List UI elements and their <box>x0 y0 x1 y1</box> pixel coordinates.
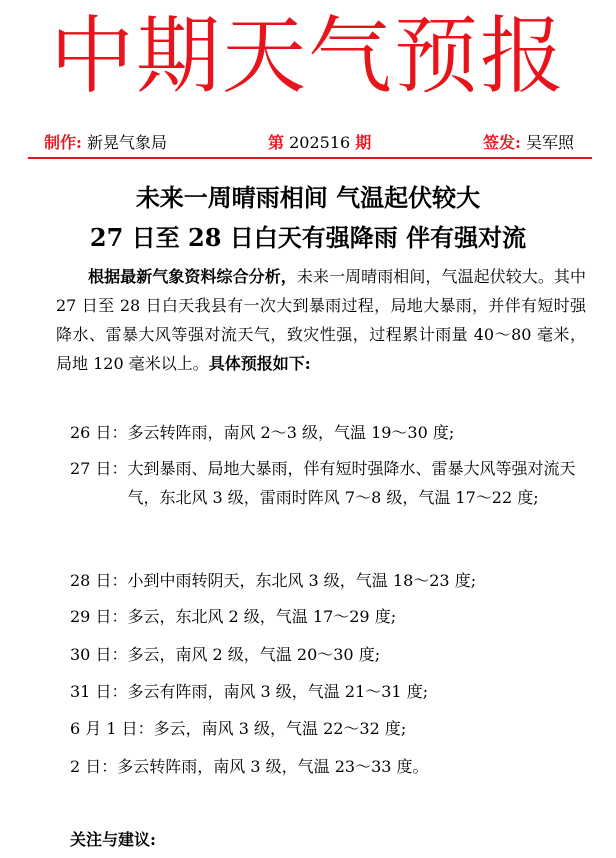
summary-tail: 具体预报如下: <box>208 354 311 373</box>
header-divider <box>28 157 592 159</box>
forecast-text: 多云，东北风 2 级，气温 17～29 度; <box>127 607 397 626</box>
producer-label: 制作: <box>44 133 82 152</box>
forecast-day: 29 日： <box>70 607 128 626</box>
forecast-text: 多云，南风 2 级，气温 20～30 度; <box>127 645 381 664</box>
signer <box>483 128 574 158</box>
forecast-text: 多云有阵雨，南风 3 级，气温 21～31 度; <box>127 682 429 701</box>
summary-paragraph <box>56 262 586 378</box>
advice-heading: 关注与建议: <box>70 830 156 849</box>
signer-value: 吴军照 <box>525 133 574 152</box>
forecast-row <box>70 418 600 447</box>
producer <box>44 128 167 158</box>
issue-prefix: 第 <box>268 133 285 152</box>
forecast-row <box>70 752 600 781</box>
forecast-text: 多云，南风 3 级，气温 22～32 度; <box>153 719 407 738</box>
masthead-title: 中期天气预报 <box>49 7 566 105</box>
producer-value: 新晃气象局 <box>87 133 168 152</box>
issue-suffix: 期 <box>355 133 372 152</box>
issue-meta-bar <box>28 128 588 158</box>
issue-number-value: 202516 <box>289 133 351 152</box>
issue-number <box>268 128 371 158</box>
forecast-row <box>70 566 600 595</box>
forecast-row <box>70 677 600 706</box>
headline-line-2: 27 日至 28 日白天有强降雨 伴有强对流 <box>89 223 527 252</box>
summary-lead: 根据最新气象资料综合分析， <box>88 267 297 286</box>
forecast-text: 大到暴雨、局地大暴雨，伴有短时强降水、雷暴大风等强对流天气，东北风 3 级，雷雨时阵风 7～8 级，气温 17～22 度; <box>127 459 576 507</box>
forecast-day: 26 日： <box>70 423 128 442</box>
forecast-text: 小到中雨转阴天，东北风 3 级，气温 18～23 度; <box>127 571 477 590</box>
forecast-day: 31 日： <box>70 682 128 701</box>
forecast-text: 多云转阵雨，南风 3 级，气温 23～33 度。 <box>117 757 429 776</box>
forecast-row <box>70 602 600 631</box>
signer-label: 签发: <box>482 133 521 152</box>
forecast-row <box>70 640 600 669</box>
forecast-day: 30 日： <box>70 645 128 664</box>
forecast-row <box>70 714 600 743</box>
forecast-day: 2 日： <box>70 757 118 776</box>
forecast-day: 6 月 1 日： <box>70 719 154 738</box>
headline-line-1: 未来一周晴雨相间 气温起伏较大 <box>135 183 481 212</box>
forecast-day: 27 日： <box>70 459 128 478</box>
forecast-row <box>70 454 600 512</box>
forecast-text: 多云转阵雨，南风 2～3 级，气温 19～30 度; <box>127 423 455 442</box>
forecast-day: 28 日： <box>70 571 128 590</box>
summary-body: 未来一周晴雨相间，气温起伏较大。其中 27 日至 28 日白天我县有一次大到暴雨过程，局地大暴雨，并伴有短时强降水、雷暴大风等强对流天气，致灾性强，过程累计雨量 40～80 毫米，局地 120 毫米以上。 <box>56 267 586 373</box>
